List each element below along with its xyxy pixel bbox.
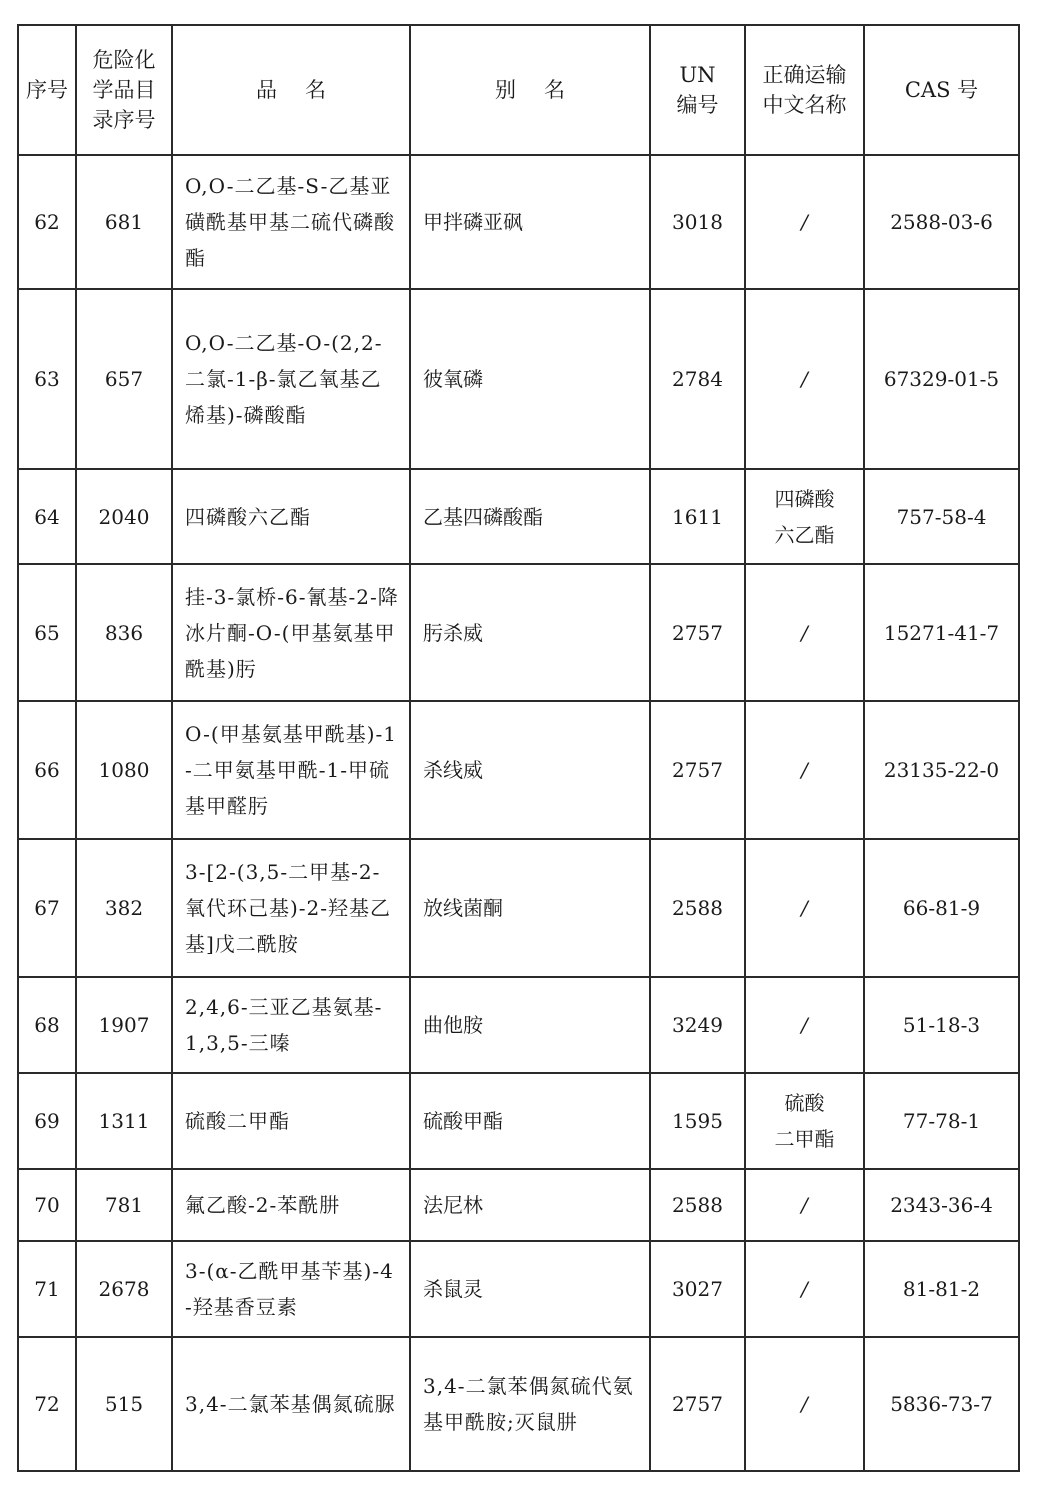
cell-alias: 甲拌磷亚砜: [410, 155, 650, 289]
cell-catalog: 657: [76, 289, 172, 469]
cell-transport: /: [745, 701, 864, 839]
cell-name: 氟乙酸-2-苯酰肼: [172, 1169, 410, 1241]
table-row: [18, 1337, 1019, 1471]
cell-seq: 70: [18, 1169, 76, 1241]
cell-name: 3-(α-乙酰甲基苄基)-4-羟基香豆素: [172, 1241, 410, 1337]
cell-seq: 65: [18, 564, 76, 701]
cell-cas: 2588-03-6: [864, 155, 1019, 289]
cell-alias: 硫酸甲酯: [410, 1073, 650, 1169]
cell-cas: 77-78-1: [864, 1073, 1019, 1169]
cell-name: 硫酸二甲酯: [172, 1073, 410, 1169]
cell-cas: 757-58-4: [864, 469, 1019, 564]
cell-alias: 放线菌酮: [410, 839, 650, 977]
cell-seq: 72: [18, 1337, 76, 1471]
cell-un: 3027: [650, 1241, 745, 1337]
table-row: [18, 155, 1019, 289]
cell-catalog: 1907: [76, 977, 172, 1073]
cell-transport: /: [745, 977, 864, 1073]
cell-seq: 71: [18, 1241, 76, 1337]
table-row: [18, 1073, 1019, 1169]
cell-un: 2757: [650, 564, 745, 701]
cell-alias: 肟杀威: [410, 564, 650, 701]
cell-un: 2588: [650, 1169, 745, 1241]
cell-cas: 66-81-9: [864, 839, 1019, 977]
cell-seq: 66: [18, 701, 76, 839]
table-row: [18, 1241, 1019, 1337]
cell-name: 挂-3-氯桥-6-氰基-2-降冰片酮-O-(甲基氨基甲酰基)肟: [172, 564, 410, 701]
cell-catalog: 1311: [76, 1073, 172, 1169]
cell-name: 3,4-二氯苯基偶氮硫脲: [172, 1337, 410, 1471]
table-row: [18, 839, 1019, 977]
cell-alias: 彼氧磷: [410, 289, 650, 469]
cell-cas: 5836-73-7: [864, 1337, 1019, 1471]
cell-transport: /: [745, 1241, 864, 1337]
table-header-row: [18, 25, 1019, 155]
cell-cas: 81-81-2: [864, 1241, 1019, 1337]
cell-name: 3-[2-(3,5-二甲基-2-氧代环己基)-2-羟基乙基]戊二酰胺: [172, 839, 410, 977]
header-catalog: 危险化 学品目 录序号: [76, 25, 172, 155]
cell-name: 四磷酸六乙酯: [172, 469, 410, 564]
cell-alias: 杀鼠灵: [410, 1241, 650, 1337]
cell-alias: 乙基四磷酸酯: [410, 469, 650, 564]
cell-un: 2588: [650, 839, 745, 977]
cell-name: O-(甲基氨基甲酰基)-1-二甲氨基甲酰-1-甲硫基甲醛肟: [172, 701, 410, 839]
cell-catalog: 2040: [76, 469, 172, 564]
cell-name: O,O-二乙基-S-乙基亚磺酰基甲基二硫代磷酸酯: [172, 155, 410, 289]
cell-un: 1595: [650, 1073, 745, 1169]
header-alias: 别名: [410, 25, 650, 155]
cell-transport: /: [745, 1337, 864, 1471]
cell-catalog: 515: [76, 1337, 172, 1471]
table-row: [18, 564, 1019, 701]
cell-un: 2757: [650, 1337, 745, 1471]
cell-cas: 51-18-3: [864, 977, 1019, 1073]
cell-un: 1611: [650, 469, 745, 564]
cell-transport: /: [745, 1169, 864, 1241]
cell-catalog: 1080: [76, 701, 172, 839]
cell-transport: /: [745, 155, 864, 289]
cell-seq: 69: [18, 1073, 76, 1169]
cell-alias: 法尼林: [410, 1169, 650, 1241]
cell-un: 2757: [650, 701, 745, 839]
header-cas: CAS 号: [864, 25, 1019, 155]
header-transport: 正确运输 中文名称: [745, 25, 864, 155]
cell-un: 2784: [650, 289, 745, 469]
table-row: [18, 1169, 1019, 1241]
cell-seq: 67: [18, 839, 76, 977]
cell-alias: 杀线威: [410, 701, 650, 839]
table-row: [18, 289, 1019, 469]
header-un: UN 编号: [650, 25, 745, 155]
cell-name: O,O-二乙基-O-(2,2-二氯-1-β-氯乙氧基乙烯基)-磷酸酯: [172, 289, 410, 469]
table-row: [18, 977, 1019, 1073]
cell-transport: /: [745, 839, 864, 977]
cell-un: 3249: [650, 977, 745, 1073]
cell-seq: 63: [18, 289, 76, 469]
cell-catalog: 681: [76, 155, 172, 289]
cell-cas: 2343-36-4: [864, 1169, 1019, 1241]
cell-un: 3018: [650, 155, 745, 289]
cell-catalog: 781: [76, 1169, 172, 1241]
cell-transport: 硫酸 二甲酯: [745, 1073, 864, 1169]
cell-alias: 3,4-二氯苯偶氮硫代氨基甲酰胺;灭鼠肼: [410, 1337, 650, 1471]
cell-catalog: 2678: [76, 1241, 172, 1337]
cell-alias: 曲他胺: [410, 977, 650, 1073]
cell-name: 2,4,6-三亚乙基氨基-1,3,5-三嗪: [172, 977, 410, 1073]
cell-cas: 67329-01-5: [864, 289, 1019, 469]
table-row: [18, 701, 1019, 839]
cell-catalog: 836: [76, 564, 172, 701]
cell-cas: 23135-22-0: [864, 701, 1019, 839]
header-name: 品名: [172, 25, 410, 155]
chemical-table: [17, 24, 1020, 1472]
cell-seq: 62: [18, 155, 76, 289]
cell-transport: /: [745, 289, 864, 469]
table-row: [18, 469, 1019, 564]
cell-transport: 四磷酸 六乙酯: [745, 469, 864, 564]
header-seq: 序号: [18, 25, 76, 155]
cell-seq: 64: [18, 469, 76, 564]
cell-transport: /: [745, 564, 864, 701]
cell-catalog: 382: [76, 839, 172, 977]
cell-seq: 68: [18, 977, 76, 1073]
cell-cas: 15271-41-7: [864, 564, 1019, 701]
